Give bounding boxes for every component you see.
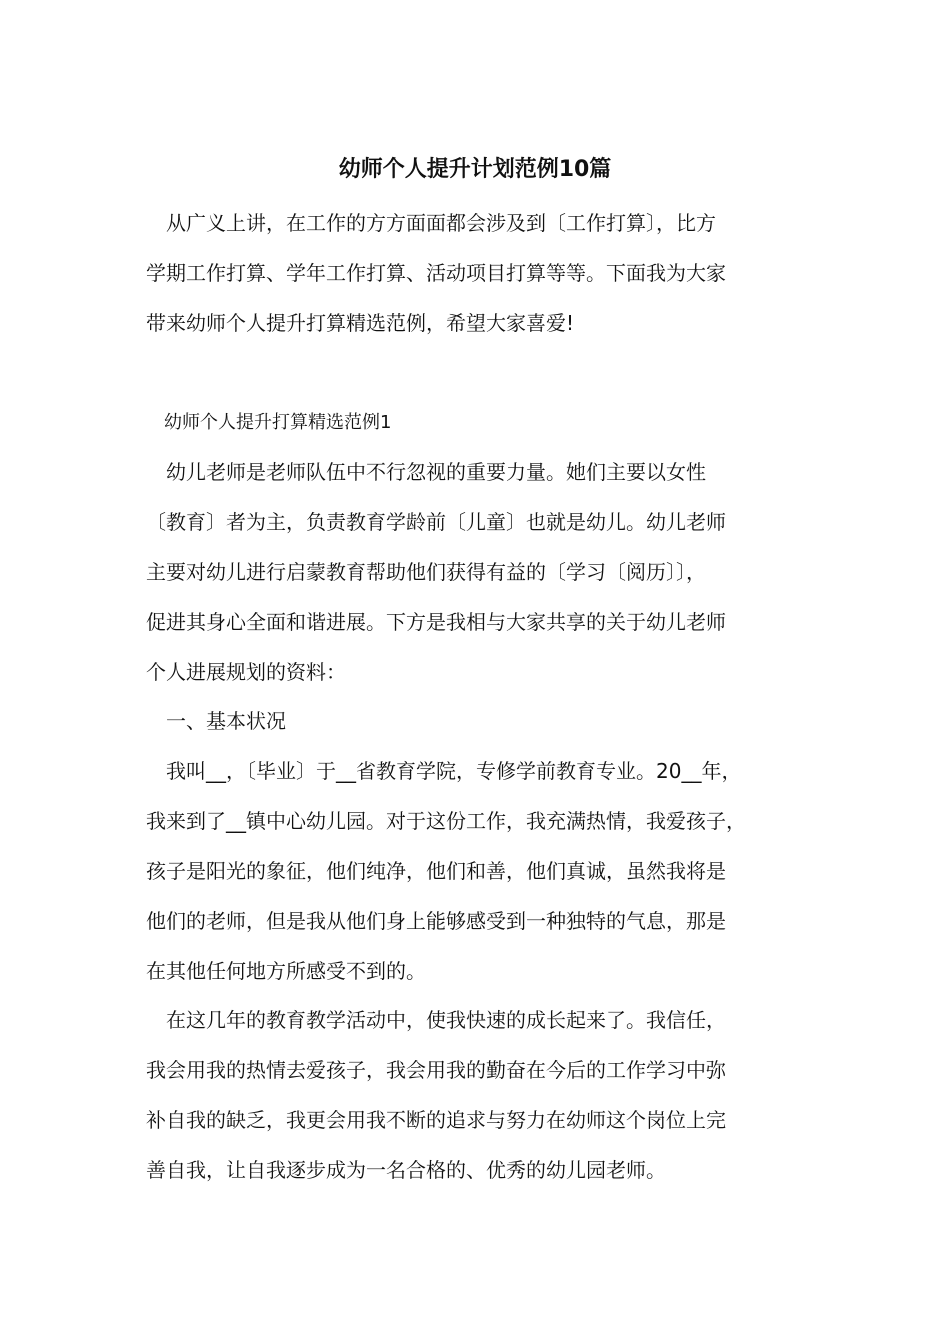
- intro-line-3: 带来幼师个人提升打算精选范例，希望大家喜爱!: [146, 311, 575, 335]
- body-line-15: 善自我，让自我逐步成为一名合格的、优秀的幼儿园老师。: [146, 1158, 666, 1182]
- subheading-basic-situation: 一、基本状况: [146, 709, 286, 733]
- body-line-14: 补自我的缺乏，我更会用我不断的追求与努力在幼师这个岗位上完: [146, 1108, 726, 1132]
- body-line-12: 在这几年的教育教学活动中，使我快速的成长起来了。我信任，: [146, 1008, 726, 1032]
- intro-line-2: 学期工作打算、学年工作打算、活动项目打算等等。下面我为大家: [146, 261, 726, 285]
- body-line-3: 主要对幼儿进行启蒙教育帮助他们获得有益的〔学习〔阅历〕〕，: [146, 560, 706, 584]
- intro-line-1: 从广义上讲，在工作的方方面面都会涉及到〔工作打算〕，比方: [146, 211, 716, 235]
- body-line-11: 在其他任何地方所感受不到的。: [146, 959, 426, 983]
- body-line-13: 我会用我的热情去爱孩子，我会用我的勤奋在今后的工作学习中弥: [146, 1058, 726, 1082]
- document-title: 幼师个人提升计划范例10篇: [338, 157, 612, 182]
- body-line-5: 个人进展规划的资料：: [146, 660, 346, 684]
- section-heading: 幼师个人提升打算精选范例1: [146, 412, 392, 433]
- body-line-8: 我来到了__镇中心幼儿园。对于这份工作，我充满热情，我爱孩子，: [146, 809, 746, 833]
- body-line-1: 幼儿老师是老师队伍中不行忽视的重要力量。她们主要以女性: [146, 460, 706, 484]
- body-line-2: 〔教育〕者为主，负责教育学龄前〔儿童〕也就是幼儿。幼儿老师: [146, 510, 726, 534]
- body-line-7: 我叫__，〔毕业〕于__省教育学院，专修学前教育专业。20__年，: [146, 759, 742, 783]
- body-line-4: 促进其身心全面和谐进展。下方是我相与大家共享的关于幼儿老师: [146, 610, 726, 634]
- body-line-10: 他们的老师，但是我从他们身上能够感受到一种独特的气息，那是: [146, 909, 726, 933]
- body-line-9: 孩子是阳光的象征，他们纯净，他们和善，他们真诚，虽然我将是: [146, 859, 726, 883]
